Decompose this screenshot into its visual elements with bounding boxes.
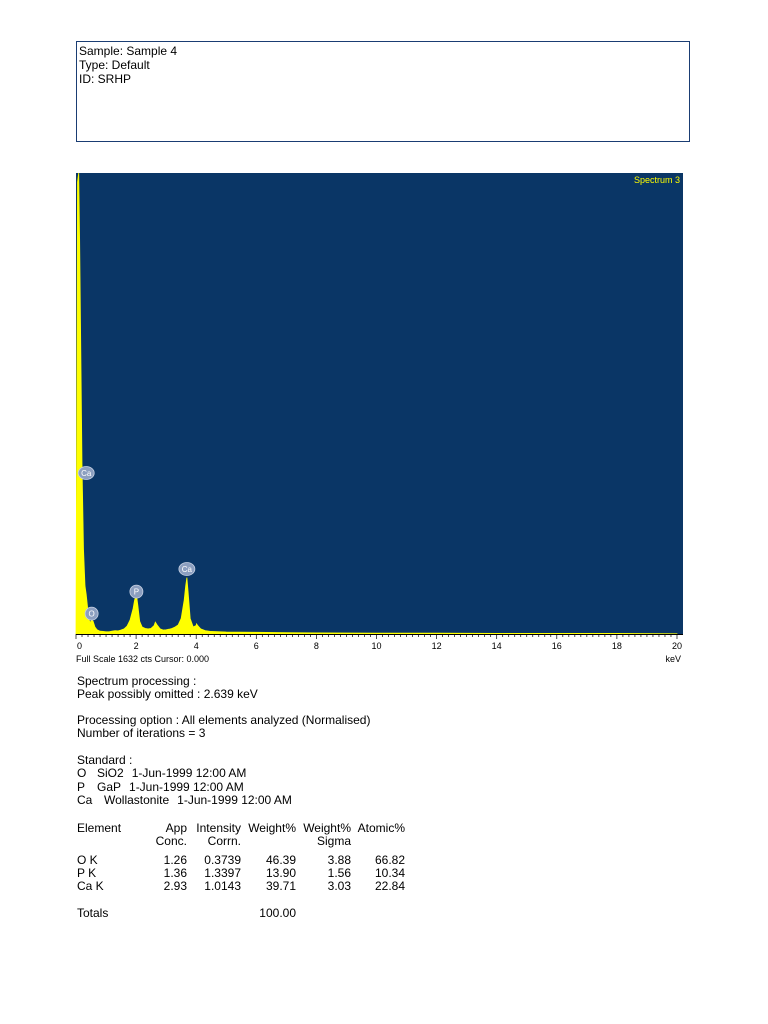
standard-section — [77, 754, 292, 808]
header-atomic: Atomic% — [357, 821, 405, 835]
cell-sigma: 1.56 — [327, 866, 351, 880]
header-sigma: Sigma — [316, 834, 351, 848]
table-header-row-2 — [77, 835, 405, 848]
x-tick-label: 18 — [611, 641, 622, 651]
plot-background — [76, 173, 683, 634]
peak-marker — [130, 585, 143, 598]
spectrum-chart — [70, 168, 690, 668]
cell-weight: 46.39 — [265, 853, 296, 867]
sample-info-box — [76, 41, 690, 142]
iterations-line: Number of iterations = 3 — [77, 726, 206, 741]
standard-element: Ca — [77, 793, 93, 808]
header-weight: Weight% — [248, 821, 296, 835]
standard-date: 1-Jun-1999 12:00 AM — [129, 779, 244, 794]
table-row — [77, 880, 405, 893]
table-row — [77, 854, 405, 867]
cell-atomic: 10.34 — [374, 866, 405, 880]
header-conc: Conc. — [155, 834, 187, 848]
peak-marker-label: P — [133, 587, 140, 597]
peak-marker — [179, 563, 195, 576]
cell-weight: 13.90 — [265, 866, 296, 880]
cell-app-conc: 1.26 — [163, 853, 187, 867]
x-tick-label: 14 — [491, 641, 502, 651]
peak-marker — [85, 607, 98, 620]
cell-intensity: 1.0143 — [204, 879, 241, 893]
cell-sigma: 3.88 — [327, 853, 351, 867]
totals-value: 100.00 — [259, 906, 296, 920]
peak-marker-label: Ca — [81, 468, 92, 478]
standard-element: O — [77, 766, 87, 781]
standard-element: P — [77, 779, 86, 794]
header-intensity: Intensity — [196, 821, 241, 835]
cell-element: O K — [77, 853, 98, 867]
standard-row — [77, 794, 292, 807]
cell-app-conc: 1.36 — [163, 866, 187, 880]
totals-label: Totals — [77, 906, 109, 920]
cell-weight: 39.71 — [265, 879, 296, 893]
header-weight-sigma: Weight% — [303, 821, 351, 835]
cell-atomic: 22.84 — [374, 879, 405, 893]
x-tick-label: 0 — [77, 641, 83, 651]
cell-sigma: 3.03 — [327, 879, 351, 893]
sample-type: Type: Default — [79, 58, 150, 72]
chart-title: Spectrum 3 — [633, 175, 680, 185]
x-tick-label: 12 — [431, 641, 442, 651]
header-corrn: Corrn. — [207, 834, 241, 848]
processing-option-section — [77, 714, 370, 741]
peak-omitted-line: Peak possibly omitted : 2.639 keV — [77, 687, 258, 702]
x-tick-label: 4 — [193, 641, 199, 651]
standard-row — [77, 781, 292, 794]
x-tick-label: 8 — [313, 641, 319, 651]
x-tick-label: 6 — [253, 641, 259, 651]
table-row — [77, 867, 405, 880]
x-tick-label: 10 — [371, 641, 382, 651]
processing-section — [77, 675, 258, 702]
processing-line-1: Spectrum processing : — [77, 674, 197, 688]
peak-marker-label: O — [88, 609, 95, 619]
cell-app-conc: 2.93 — [163, 879, 187, 893]
x-axis-unit: keV — [665, 654, 681, 664]
peak-marker-label: Ca — [181, 565, 192, 575]
standard-label: Standard : — [77, 753, 133, 767]
table-header-row — [77, 822, 405, 835]
sample-name: Sample: Sample 4 — [79, 44, 178, 58]
cell-intensity: 1.3397 — [204, 866, 241, 880]
cell-element: P K — [77, 866, 97, 880]
standard-date: 1-Jun-1999 12:00 AM — [131, 766, 247, 781]
cell-element: Ca K — [77, 879, 104, 893]
x-tick-label: 2 — [133, 641, 139, 651]
header-element: Element — [77, 821, 122, 835]
quantification-table — [77, 822, 405, 920]
sample-id: ID: SRHP — [79, 72, 132, 86]
chart-footer: Full Scale 1632 cts Cursor: 0.000 — [76, 654, 210, 664]
header-app: App — [165, 821, 187, 835]
standard-row — [77, 767, 292, 780]
standard-name: GaP — [97, 779, 122, 794]
x-tick-label: 16 — [551, 641, 562, 651]
cell-intensity: 0.3739 — [204, 853, 241, 867]
standard-name: Wollastonite — [104, 793, 170, 808]
peak-marker — [78, 466, 94, 479]
processing-option-line: Processing option : All elements analyzed (Normalised) — [77, 713, 371, 727]
totals-row — [77, 907, 405, 920]
standard-date: 1-Jun-1999 12:00 AM — [177, 793, 292, 808]
standard-name: SiO2 — [97, 766, 124, 781]
x-tick-label: 20 — [671, 641, 682, 651]
cell-atomic: 66.82 — [374, 853, 405, 867]
